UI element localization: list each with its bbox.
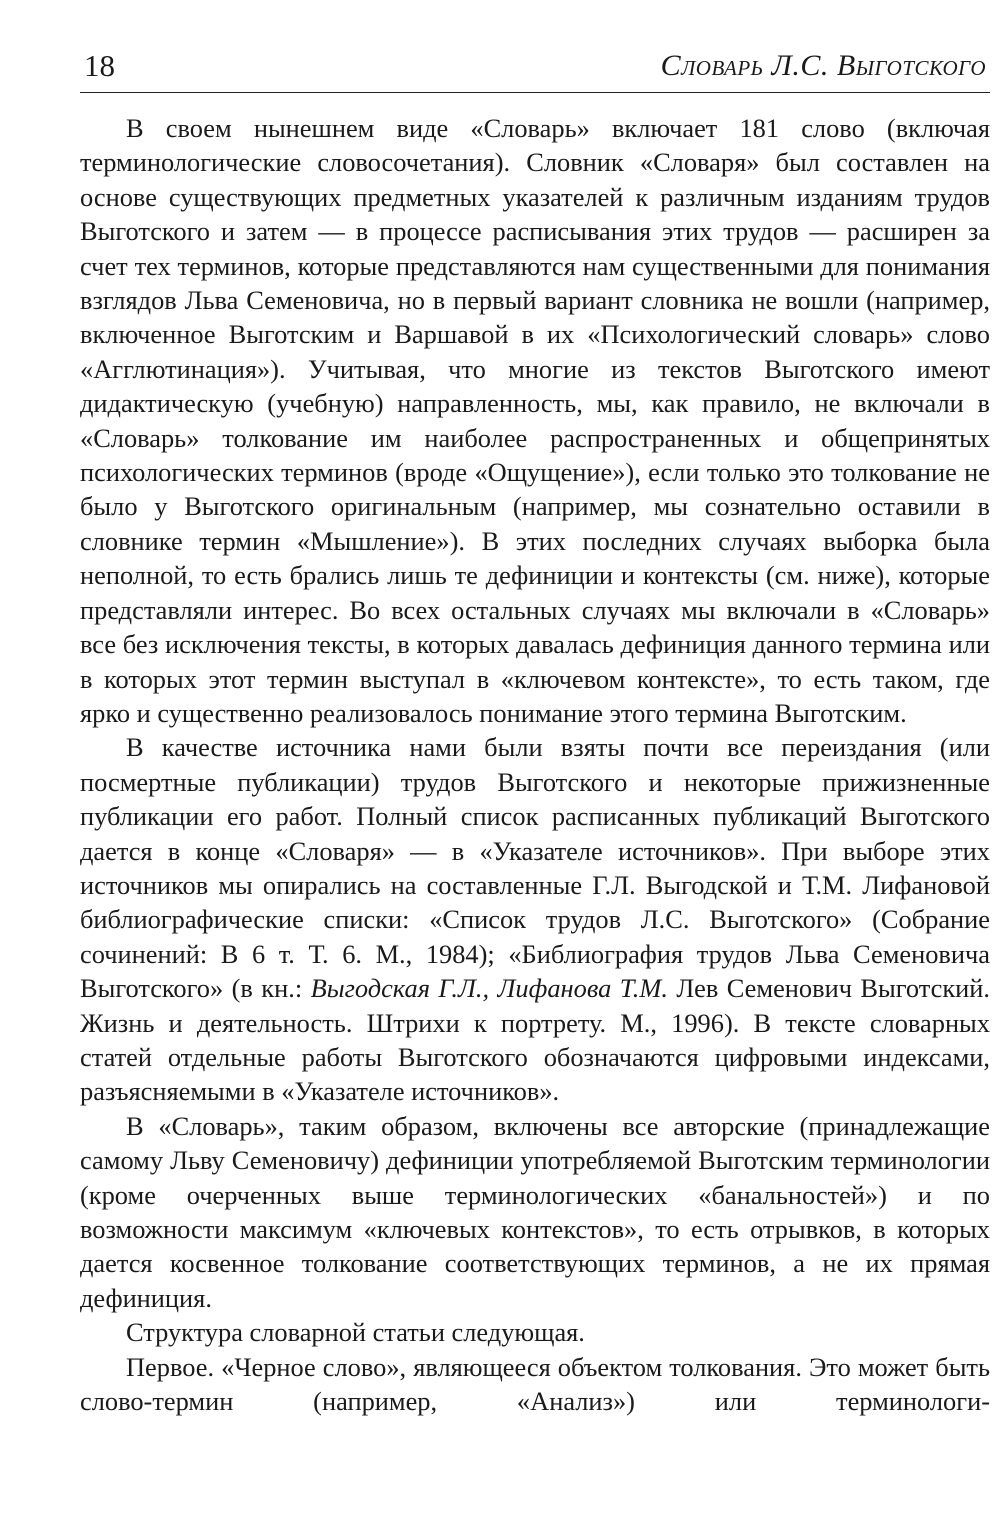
paragraph-2-text-before: В качестве источника нами были взяты почти все переиздания (или посмертные публикации) трудов Выготского и некоторые прижизненные публикации его работ. Полный список расписанных публикаций Выготского дается в конце «Словаря» — в «Указателе источников». При выборе этих источников мы опирались на составленные Г.Л. Выгодской и Т.М. Лифановой библиографические списки: «Список трудов Л.С. Выготского» (Собрание сочинений: В 6 т. Т. 6. М., 1984); «Библиография трудов Льва Семеновича Выготского» (в кн.: — [80, 732, 990, 1004]
document-page — [80, 40, 990, 1418]
paragraph-2 — [80, 730, 990, 1108]
paragraph-3: В «Словарь», таким образом, включены все авторские (принадлежащие самому Льву Семеновичу) дефиниции употребляемой Выготским терминологии (кроме очерченных выше терминологических «банальностей») и по возможности максимум «ключевых контекстов», то есть отрывков, в которых дается косвенное толкование соответствующих терминов, а не их прямая дефиниция. — [80, 1110, 990, 1313]
paragraph-5: Первое. «Черное слово», являющееся объектом толкования. Это может быть слово-термин (например, «Анализ») или терминологи- — [80, 1351, 990, 1417]
body-text — [80, 111, 990, 1418]
book-title: Словарь Л.С. Выготского — [660, 49, 986, 82]
paragraph-4: Структура словарной статьи следующая. — [126, 1317, 585, 1348]
paragraph-2-text-after: Лев Семенович Выготский. Жизнь и деятельность. Штрихи к портрету. М., 1996). В тексте словарных статей отдельные работы Выготского обозначаются цифровыми индексами, разъясняемыми в «Указателе источников». — [80, 973, 990, 1107]
paragraph-2-authors-italic: Выгодская Г.Л., Лифанова Т.М. — [310, 973, 668, 1004]
page-number: 18 — [84, 48, 115, 83]
running-head — [80, 40, 990, 93]
paragraph-1: В своем нынешнем виде «Словарь» включает 181 слово (включая терминологические словосочетания). Словник «Словаря» был составлен на основе существующих предметных указателей к различным изданиям трудов Выготского и затем — в процессе расписывания этих трудов — расширен за счет тех терминов, которые представляются нам существенными для понимания взглядов Льва Семеновича, но в первый вариант словника не вошли (например, включенное Выготским и Варшавой в их «Психологический словарь» слово «Агглютинация»). Учитывая, что многие из текстов Выготского имеют дидактическую (учебную) направленность, мы, как правило, не включали в «Словарь» толкование им наиболее распространенных и общепринятых психологических терминов (вроде «Ощущение»), если только это толкование не было у Выготского оригинальным (например, мы сознательно оставили в словнике термин «Мышление»). В этих последних случаях выборка была неполной, то есть брались лишь те дефиниции и контексты (см. ниже), которые представляли интерес. Во всех остальных случаях мы включали в «Словарь» все без исключения тексты, в которых давалась дефиниция данного термина или в которых этот термин выступал в «ключевом контексте», то есть таком, где ярко и существенно реализовалось понимание этого термина Выготским. — [80, 113, 990, 728]
